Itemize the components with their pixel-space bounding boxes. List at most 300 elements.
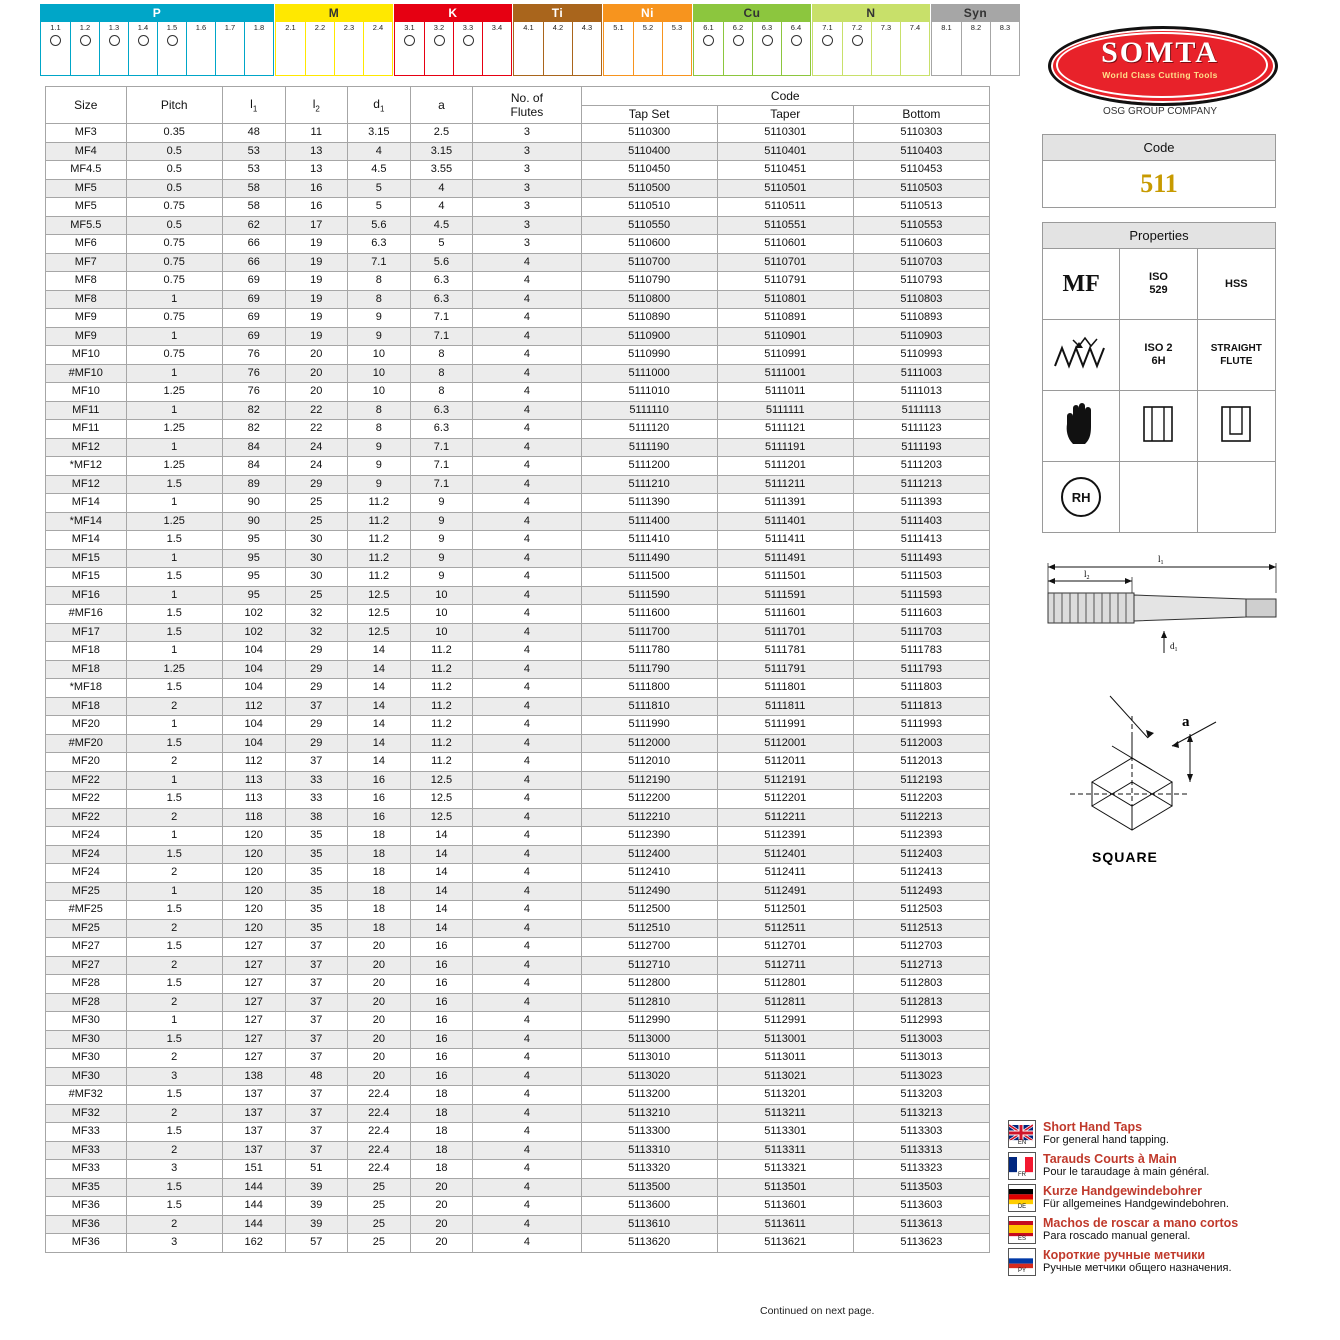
col-header-taper: Taper [717,105,853,124]
cell-size: MF14 [46,494,127,513]
cell-tapset: 5113310 [581,1141,717,1160]
material-code: 1.1 [50,23,61,32]
cell-tapset: 5110450 [581,161,717,180]
table-row [46,364,990,383]
cell-size: MF10 [46,383,127,402]
cell-tapset: 5112700 [581,938,717,957]
table-row [46,827,990,846]
cell-l2: 29 [285,642,348,661]
cell-taper: 5112491 [717,882,853,901]
cell-tapset: 5111700 [581,623,717,642]
cell-l1: 112 [222,697,285,716]
col-header-a: a [410,87,473,124]
cell-taper: 5111801 [717,679,853,698]
material-cell-5.1 [604,22,633,75]
cell-a: 9 [410,512,473,531]
cell-taper: 5111701 [717,623,853,642]
cell-tapset: 5113020 [581,1067,717,1086]
material-cell-8.3 [990,22,1019,75]
cell-bottom: 5112213 [853,808,989,827]
cell-flutes: 4 [473,346,581,365]
table-row [46,956,990,975]
cell-bottom: 5110993 [853,346,989,365]
cell-pitch: 1 [126,827,222,846]
cell-bottom: 5111213 [853,475,989,494]
cell-a: 5 [410,235,473,254]
cell-l1: 113 [222,771,285,790]
cell-flutes: 4 [473,272,581,291]
table-row [46,1086,990,1105]
cell-flutes: 4 [473,383,581,402]
table-row [46,124,990,143]
material-code: 4.1 [523,23,534,32]
svg-text:a: a [1182,714,1190,730]
blind-hole-icon [1219,404,1253,448]
cell-l2: 29 [285,475,348,494]
cell-d1: 22.4 [348,1104,411,1123]
table-row [46,272,990,291]
cell-flutes: 4 [473,568,581,587]
cell-l2: 35 [285,827,348,846]
material-code: 4.3 [581,23,593,32]
cell-size: MF16 [46,586,127,605]
cell-bottom: 5111203 [853,457,989,476]
cell-taper: 5110791 [717,272,853,291]
cell-size: MF15 [46,568,127,587]
cell-d1: 3.15 [348,124,411,143]
cell-bottom: 5111783 [853,642,989,661]
material-cell-8.1 [932,22,961,75]
svg-text:l2: $l_2$ [1084,569,1090,581]
cell-l1: 137 [222,1123,285,1142]
cell-size: MF27 [46,938,127,957]
cell-a: 7.1 [410,438,473,457]
cell-l1: 104 [222,642,285,661]
tap-specification-table [45,86,990,1253]
cell-flutes: 4 [473,956,581,975]
cell-a: 14 [410,845,473,864]
table-row [46,642,990,661]
cell-size: MF36 [46,1234,127,1253]
cell-d1: 10 [348,383,411,402]
cell-pitch: 2 [126,1141,222,1160]
table-row [46,1030,990,1049]
cell-size: #MF25 [46,901,127,920]
cell-size: MF33 [46,1123,127,1142]
cell-taper: 5111791 [717,660,853,679]
material-code: 8.2 [970,23,982,32]
cell-d1: 9 [348,438,411,457]
cell-l2: 38 [285,808,348,827]
cell-pitch: 0.75 [126,272,222,291]
cell-a: 20 [410,1215,473,1234]
table-row [46,142,990,161]
language-text [1043,1152,1209,1179]
cell-flutes: 4 [473,771,581,790]
cell-size: MF6 [46,235,127,254]
cell-tapset: 5111500 [581,568,717,587]
material-cell-7.3 [871,22,900,75]
cell-bottom: 5111503 [853,568,989,587]
cell-a: 16 [410,1067,473,1086]
cell-l1: 127 [222,993,285,1012]
cell-pitch: 0.5 [126,216,222,235]
cell-taper: 5111111 [717,401,853,420]
cell-l2: 35 [285,864,348,883]
cell-a: 18 [410,1141,473,1160]
flag-icon-es: ES [1008,1216,1036,1244]
cell-taper: 5111411 [717,531,853,550]
cell-bottom: 5112503 [853,901,989,920]
cell-taper: 5111491 [717,549,853,568]
cell-tapset: 5111210 [581,475,717,494]
cell-tapset: 5112200 [581,790,717,809]
cell-tapset: 5111810 [581,697,717,716]
cell-a: 14 [410,882,473,901]
prop-material [1198,249,1275,320]
cell-pitch: 1.5 [126,975,222,994]
material-group-ni [603,4,693,76]
cell-flutes: 4 [473,1141,581,1160]
cell-a: 11.2 [410,734,473,753]
material-code: 2.1 [285,23,296,32]
material-code: 3.1 [404,23,415,32]
cell-size: MF35 [46,1178,127,1197]
cell-a: 5.6 [410,253,473,272]
cell-tapset: 5110800 [581,290,717,309]
cell-a: 7.1 [410,475,473,494]
table-row [46,253,990,272]
material-code: 3.3 [462,23,474,32]
cell-tapset: 5111200 [581,457,717,476]
cell-d1: 20 [348,956,411,975]
cell-l2: 35 [285,919,348,938]
cell-pitch: 1.5 [126,475,222,494]
cell-bottom: 5110603 [853,235,989,254]
cell-l1: 104 [222,660,285,679]
cell-taper: 5111991 [717,716,853,735]
cell-tapset: 5111400 [581,512,717,531]
cell-flutes: 4 [473,975,581,994]
cell-flutes: 3 [473,235,581,254]
cell-a: 11.2 [410,753,473,772]
cell-a: 14 [410,827,473,846]
cell-l1: 48 [222,124,285,143]
cell-flutes: 4 [473,253,581,272]
cell-bottom: 5110403 [853,142,989,161]
cell-d1: 11.2 [348,531,411,550]
cell-flutes: 4 [473,697,581,716]
cell-a: 20 [410,1197,473,1216]
properties-title: Properties [1043,223,1275,249]
table-row [46,438,990,457]
material-group-n [812,4,931,76]
cell-taper: 5113601 [717,1197,853,1216]
cell-flutes: 4 [473,827,581,846]
cell-l1: 120 [222,882,285,901]
cell-a: 18 [410,1160,473,1179]
cell-l2: 24 [285,438,348,457]
cell-d1: 14 [348,734,411,753]
cell-d1: 16 [348,808,411,827]
material-cell-3.4 [482,22,511,75]
thread-type-label: MF [1062,270,1100,297]
cell-bottom: 5110303 [853,124,989,143]
table-row [46,623,990,642]
cell-a: 14 [410,919,473,938]
code-panel-body [1043,161,1275,207]
table-row [46,216,990,235]
cell-d1: 22.4 [348,1086,411,1105]
cell-size: MF10 [46,346,127,365]
material-cell-2.4 [363,22,392,75]
cell-l2: 20 [285,346,348,365]
cell-size: MF18 [46,697,127,716]
cell-l1: 62 [222,216,285,235]
cell-pitch: 1.25 [126,383,222,402]
cell-l2: 19 [285,327,348,346]
cell-flutes: 4 [473,438,581,457]
cell-size: MF4 [46,142,127,161]
cell-taper: 5113211 [717,1104,853,1123]
tolerance-line2: 6H [1151,355,1166,367]
material-code: 8.1 [941,23,952,32]
cell-flutes: 4 [473,327,581,346]
cell-flutes: 3 [473,161,581,180]
cell-l1: 137 [222,1086,285,1105]
svg-text:l1: $l_1$ [1158,554,1164,566]
cell-l2: 22 [285,420,348,439]
material-code: 5.2 [642,23,654,32]
language-row-en [1008,1120,1328,1148]
cell-pitch: 3 [126,1160,222,1179]
cell-taper: 5113201 [717,1086,853,1105]
cell-a: 8 [410,364,473,383]
cell-l1: 120 [222,919,285,938]
cell-l1: 118 [222,808,285,827]
cell-pitch: 2 [126,697,222,716]
language-row-de [1008,1184,1328,1212]
cell-d1: 5 [348,198,411,217]
cell-l2: 35 [285,845,348,864]
cell-tapset: 5112190 [581,771,717,790]
cell-taper: 5112211 [717,808,853,827]
material-suitability-dot [762,35,773,46]
cell-l1: 151 [222,1160,285,1179]
cell-flutes: 4 [473,1104,581,1123]
rh-icon: RH [1061,477,1101,517]
cell-pitch: 1.5 [126,734,222,753]
cell-a: 11.2 [410,716,473,735]
right-info-rail [1018,20,1298,879]
cell-flutes: 3 [473,179,581,198]
prop-empty-1 [1120,462,1197,532]
cell-size: MF33 [46,1141,127,1160]
cell-pitch: 1.5 [126,1030,222,1049]
cell-bottom: 5112713 [853,956,989,975]
cell-d1: 20 [348,993,411,1012]
cell-size: MF25 [46,919,127,938]
cell-size: MF28 [46,993,127,1012]
cell-l2: 37 [285,1141,348,1160]
cell-l2: 37 [285,1104,348,1123]
cell-l2: 37 [285,1123,348,1142]
cell-taper: 5112991 [717,1012,853,1031]
cell-tapset: 5111790 [581,660,717,679]
cell-l2: 30 [285,531,348,550]
cell-l2: 20 [285,364,348,383]
cell-l1: 137 [222,1141,285,1160]
cell-l2: 25 [285,512,348,531]
table-row [46,1160,990,1179]
material-code: 3.4 [491,23,503,32]
cell-l2: 11 [285,124,348,143]
cell-flutes: 4 [473,586,581,605]
cell-bottom: 5112203 [853,790,989,809]
cell-pitch: 1.5 [126,568,222,587]
cell-taper: 5111811 [717,697,853,716]
cell-taper: 5113501 [717,1178,853,1197]
col-header-l2: $l_2$ [285,87,348,124]
cell-bottom: 5111993 [853,716,989,735]
cell-pitch: 1.5 [126,845,222,864]
cell-size: MF36 [46,1215,127,1234]
cell-size: MF24 [46,864,127,883]
table-row [46,309,990,328]
cell-bottom: 5112413 [853,864,989,883]
cell-flutes: 3 [473,142,581,161]
table-row [46,1012,990,1031]
cell-l1: 127 [222,1012,285,1031]
cell-size: MF28 [46,975,127,994]
cell-bottom: 5110793 [853,272,989,291]
cell-pitch: 1.25 [126,457,222,476]
table-row [46,161,990,180]
material-cell-3.1 [395,22,424,75]
material-code: 1.4 [137,23,149,32]
tolerance-line1: ISO 2 [1144,342,1173,354]
cell-bottom: 5113313 [853,1141,989,1160]
cell-l2: 37 [285,1049,348,1068]
cell-bottom: 5111003 [853,364,989,383]
cell-flutes: 4 [473,753,581,772]
cell-d1: 4.5 [348,161,411,180]
material-code: 1.8 [253,23,265,32]
cell-bottom: 5113503 [853,1178,989,1197]
language-desc: Para roscado manual general. [1043,1230,1191,1242]
table-row [46,494,990,513]
cell-taper: 5111401 [717,512,853,531]
material-cell-1.6 [186,22,215,75]
cell-bottom: 5110803 [853,290,989,309]
cell-pitch: 3 [126,1234,222,1253]
cell-tapset: 5113500 [581,1178,717,1197]
cell-l1: 69 [222,309,285,328]
cell-l2: 37 [285,956,348,975]
cell-size: #MF20 [46,734,127,753]
cell-d1: 8 [348,272,411,291]
cell-bottom: 5111113 [853,401,989,420]
cell-flutes: 4 [473,1123,581,1142]
col-header-tapset: Tap Set [581,105,717,124]
cell-flutes: 4 [473,808,581,827]
material-suitability-dot [822,35,833,46]
cell-taper: 5112391 [717,827,853,846]
cell-l1: 95 [222,586,285,605]
cell-d1: 14 [348,660,411,679]
table-row [46,919,990,938]
table-body [46,124,990,1253]
material-code: 1.2 [79,23,91,32]
cell-flutes: 3 [473,124,581,143]
cell-taper: 5112201 [717,790,853,809]
material-label: HSS [1225,277,1248,290]
cell-taper: 5112411 [717,864,853,883]
language-title: Короткие ручные метчики [1043,1248,1206,1262]
cell-pitch: 1 [126,882,222,901]
cell-bottom: 5110513 [853,198,989,217]
cell-tapset: 5111590 [581,586,717,605]
cell-d1: 11.2 [348,568,411,587]
cell-taper: 5113001 [717,1030,853,1049]
cell-size: MF25 [46,882,127,901]
table-row [46,198,990,217]
cell-a: 9 [410,549,473,568]
cell-pitch: 1 [126,549,222,568]
material-suitability-dot [852,35,863,46]
cell-a: 18 [410,1123,473,1142]
cell-pitch: 0.75 [126,253,222,272]
cell-bottom: 5111493 [853,549,989,568]
cell-d1: 11.2 [348,549,411,568]
material-code: 6.2 [732,23,744,32]
cell-d1: 16 [348,771,411,790]
material-code: 8.3 [999,23,1011,32]
cell-a: 10 [410,605,473,624]
cell-size: MF22 [46,808,127,827]
cell-l2: 29 [285,660,348,679]
cell-flutes: 4 [473,882,581,901]
cell-size: MF12 [46,438,127,457]
table-row [46,679,990,698]
cell-flutes: 4 [473,864,581,883]
cell-taper: 5111001 [717,364,853,383]
cell-pitch: 1 [126,401,222,420]
cell-d1: 9 [348,457,411,476]
cell-l1: 104 [222,679,285,698]
cell-pitch: 1 [126,586,222,605]
cell-size: MF20 [46,753,127,772]
cell-tapset: 5113600 [581,1197,717,1216]
cell-tapset: 5110400 [581,142,717,161]
cell-size: MF22 [46,771,127,790]
prop-through-hole [1120,391,1197,462]
cell-bottom: 5112013 [853,753,989,772]
cell-bottom: 5112803 [853,975,989,994]
cell-l1: 76 [222,346,285,365]
cell-a: 4 [410,198,473,217]
cell-tapset: 5111780 [581,642,717,661]
cell-l1: 95 [222,531,285,550]
cell-tapset: 5110600 [581,235,717,254]
cell-a: 7.1 [410,309,473,328]
table-row [46,938,990,957]
cell-flutes: 4 [473,1234,581,1253]
cell-l2: 19 [285,253,348,272]
material-cell-6.3 [752,22,781,75]
cell-d1: 25 [348,1178,411,1197]
cell-d1: 18 [348,845,411,864]
